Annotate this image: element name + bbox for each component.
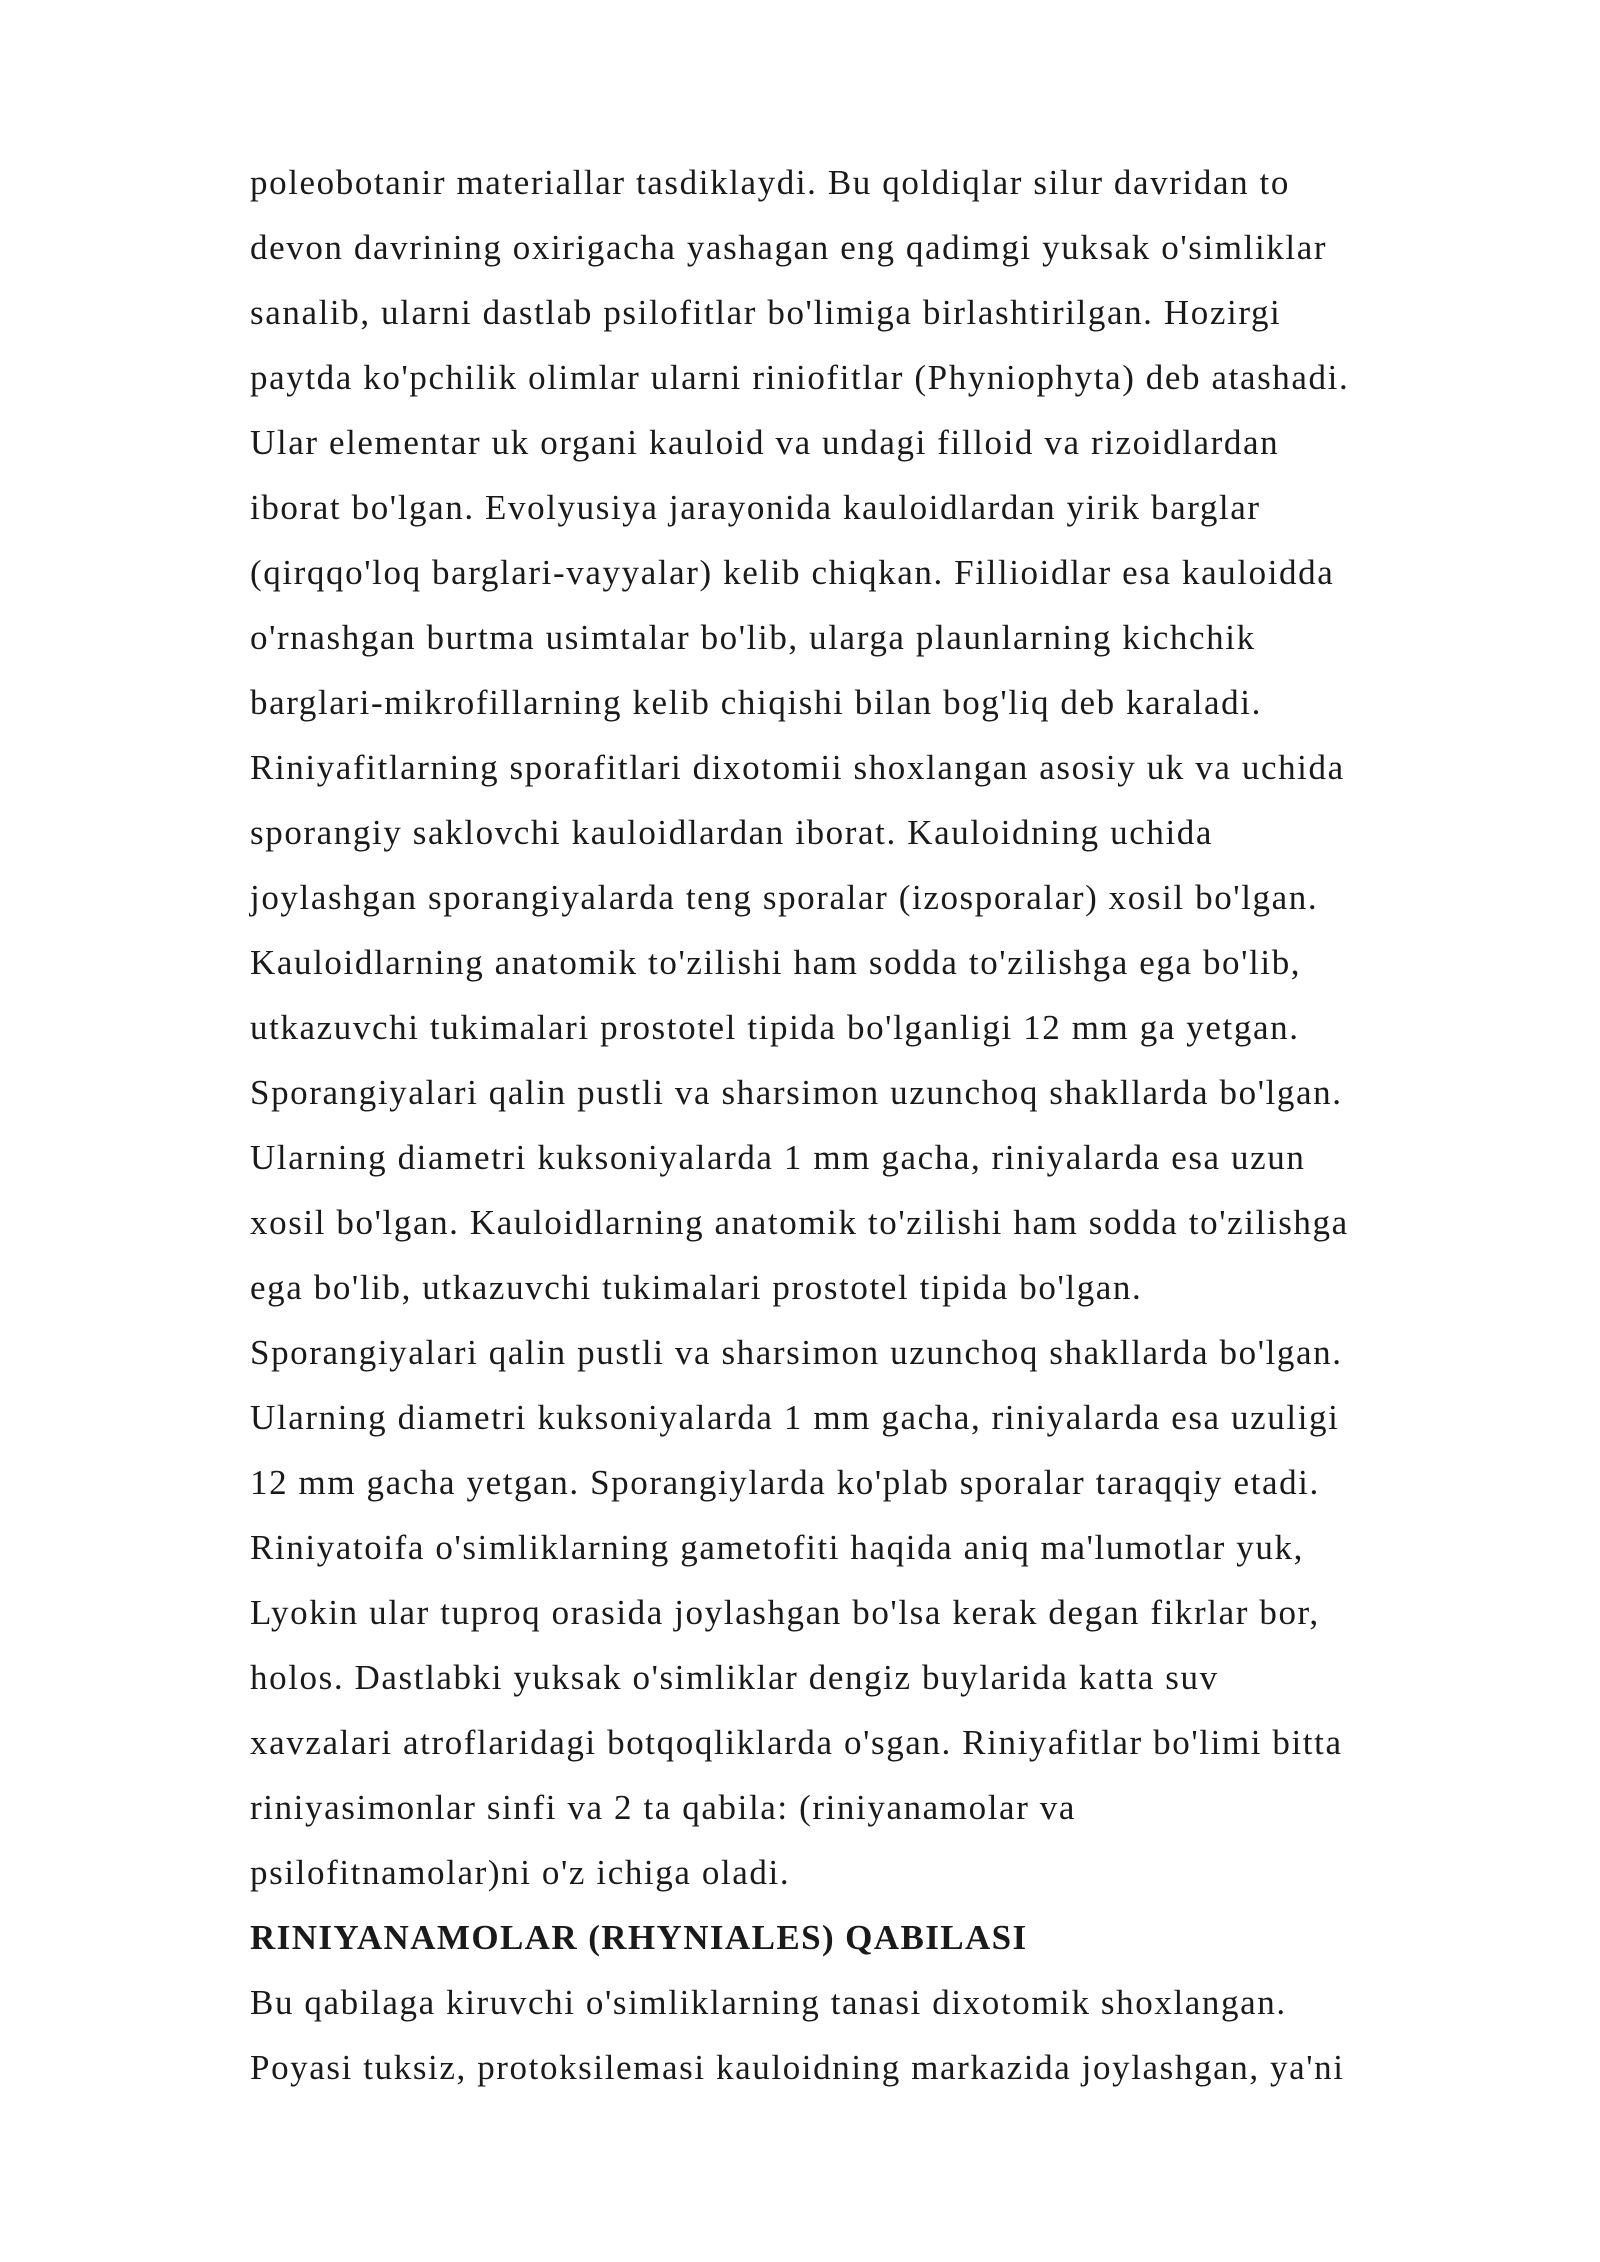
text-line: Ularning diametri kuksoniyalarda 1 mm gacha, riniyalarda esa uzuligi [250,1398,1340,1437]
text-line: Poyasi tuksiz, protoksilemasi kauloidning markazida joylashgan, ya'ni [250,2048,1345,2087]
text-line: Ular elementar uk organi kauloid va undagi filloid va rizoidlardan [250,423,1280,462]
text-line: sanalib, ularni dastlab psilofitlar bo'limiga birlashtirilgan. Hozirgi [250,293,1282,332]
text-line: 12 mm gacha yetgan. Sporangiylarda ko'plab sporalar taraqqiy etadi. [250,1463,1320,1502]
text-line: Lyokin ular tuproq orasida joylashgan bo'lsa kerak degan fikrlar bor, [250,1593,1320,1632]
text-line: (qirqqo'loq barglari-vayyalar) kelib chiqkan. Fillioidlar esa kauloidda [250,553,1335,592]
text-line: barglari-mikrofillarning kelib chiqishi bilan bog'liq deb karaladi. [250,683,1262,722]
text-line: sporangiy saklovchi kauloidlardan iborat. Kauloidning uchida [250,813,1214,852]
text-line: o'rnashgan burtma usimtalar bo'lib, ularga plaunlarning kichchik [250,618,1256,657]
text-line: iborat bo'lgan. Evolyusiya jarayonida kauloidlardan yirik barglar [250,488,1261,527]
text-line: psilofitnamolar)ni o'z ichiga oladi. [250,1853,791,1892]
text-line: Sporangiyalari qalin pustli va sharsimon uzunchoq shakllarda bo'lgan. [250,1073,1343,1112]
section-heading: RINIYANAMOLAR (RHYNIALES) QABILASI [250,1918,1028,1957]
text-line: holos. Dastlabki yuksak o'simliklar dengiz buylarida katta suv [250,1658,1219,1697]
text-line: Kauloidlarning anatomik to'zilishi ham sodda to'zilishga ega bo'lib, [250,943,1302,982]
text-line: Riniyafitlarning sporafitlari dixotomii shoxlangan asosiy uk va uchida [250,748,1345,787]
text-line: joylashgan sporangiyalarda teng sporalar (izosporalar) xosil bo'lgan. [250,878,1319,917]
text-line: Riniyatoifa o'simliklarning gametofiti haqida aniq ma'lumotlar yuk, [250,1528,1304,1567]
text-line: utkazuvchi tukimalari prostotel tipida bo'lganligi 12 mm ga yetgan. [250,1008,1300,1047]
text-line: devon davrining oxirigacha yashagan eng qadimgi yuksak o'simliklar [250,228,1328,267]
text-line: xosil bo'lgan. Kauloidlarning anatomik to'zilishi ham sodda to'zilishga [250,1203,1349,1242]
text-line: xavzalari atroflaridagi botqoqliklarda o'sgan. Riniyafitlar bo'limi bitta [250,1723,1343,1762]
text-line: paytda ko'pchilik olimlar ularni riniofitlar (Phyniophyta) deb atashadi. [250,358,1350,397]
text-line: riniyasimonlar sinfi va 2 ta qabila: (riniyanamolar va [250,1788,1077,1827]
text-line: Sporangiyalari qalin pustli va sharsimon uzunchoq shakllarda bo'lgan. [250,1333,1343,1372]
document-body [250,150,1510,2100]
text-line: poleobotanir materiallar tasdiklaydi. Bu qoldiqlar silur davridan to [250,163,1290,202]
text-line: Ularning diametri kuksoniyalarda 1 mm gacha, riniyalarda esa uzun [250,1138,1306,1177]
text-line: Bu qabilaga kiruvchi o'simliklarning tanasi dixotomik shoxlangan. [250,1983,1287,2022]
text-line: ega bo'lib, utkazuvchi tukimalari prostotel tipida bo'lgan. [250,1268,1143,1307]
